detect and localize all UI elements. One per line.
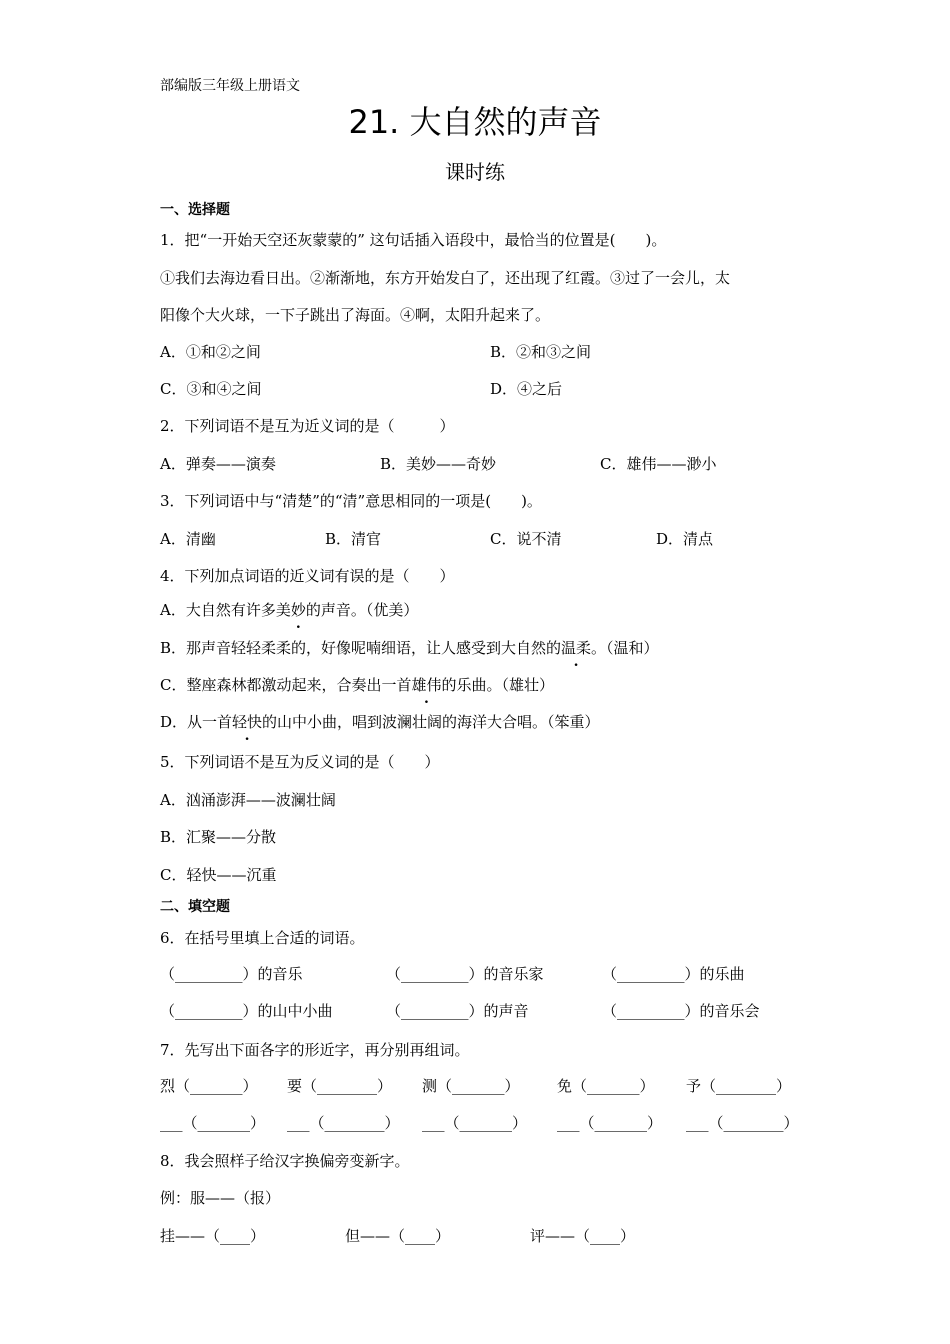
q5-stem: 5．下列词语不是互为反义词的是（ ） — [160, 753, 440, 771]
q8-blank[interactable]: 评——（____） — [530, 1227, 636, 1245]
section-fill-heading: 二、填空题 — [160, 899, 230, 915]
q3-option-b: B．清官 — [325, 530, 382, 548]
q2-option-c: C．雄伟——渺小 — [600, 455, 717, 473]
q5-option-c: C．轻快——沉重 — [160, 866, 277, 884]
q7-blank[interactable]: 要（________） — [287, 1077, 393, 1095]
q1-option-c: C．③和④之间 — [160, 380, 262, 398]
q4-option-a: A．大自然有许多美妙的声音。（优美） — [160, 601, 419, 619]
q3-option-d: D．清点 — [656, 530, 714, 548]
q5-option-b: B．汇聚——分散 — [160, 828, 277, 846]
q3-option-c: C．说不清 — [490, 530, 562, 548]
q7-blank[interactable]: 烈（_______） — [160, 1077, 258, 1095]
q4-option-b: B．那声音轻轻柔柔的，好像呢喃细语，让人感受到大自然的温柔。（温和） — [160, 639, 659, 657]
page-subtitle: 课时练 — [445, 160, 505, 184]
page-title: 21. 大自然的声音 — [348, 103, 602, 141]
q2-option-b: B．美妙——奇妙 — [380, 455, 497, 473]
q6-stem: 6．在括号里填上合适的词语。 — [160, 929, 365, 947]
q1-stem: 1．把“一开始天空还灰蒙蒙的” 这句话插入语段中，最恰当的位置是( )。 — [160, 231, 667, 249]
q2-option-a: A．弹奏——演奏 — [160, 455, 276, 473]
q5-option-a: A．汹涌澎湃——波澜壮阔 — [160, 791, 336, 809]
q4-option-c: C．整座森林都激动起来，合奏出一首雄伟的乐曲。（雄壮） — [160, 676, 555, 694]
q7-blank[interactable]: 测（_______） — [422, 1077, 520, 1095]
q4-stem: 4．下列加点词语的近义词有误的是（ ） — [160, 567, 455, 585]
emphasis-dot-word: 轻快 — [232, 713, 263, 731]
q2-stem: 2．下列词语不是互为近义词的是（ ） — [160, 417, 455, 435]
q7-stem: 7．先写出下面各字的形近字，再分别再组词。 — [160, 1041, 470, 1059]
page-header: 部编版三年级上册语文 — [160, 78, 300, 94]
q7-blank[interactable]: ___（_______） — [557, 1114, 663, 1132]
q6-blank[interactable]: （_________）的音乐 — [160, 965, 303, 983]
q8-stem: 8．我会照样子给汉字换偏旁变新字。 — [160, 1152, 410, 1170]
q7-blank[interactable]: ___（________） — [287, 1114, 400, 1132]
q6-blank[interactable]: （_________）的音乐家 — [386, 965, 544, 983]
q1-passage-line2: 阳像个大火球，一下子跳出了海面。④啊，太阳升起来了。 — [160, 306, 551, 324]
section-choice-heading: 一、选择题 — [160, 202, 230, 218]
q7-blank[interactable]: ___（_______） — [422, 1114, 528, 1132]
q7-blank[interactable]: 予（________） — [686, 1077, 792, 1095]
q4-option-d: D．从一首轻快的山中小曲，唱到波澜壮阔的海洋大合唱。（笨重） — [160, 713, 600, 731]
emphasis-dot-word: 温柔 — [561, 639, 592, 657]
q7-blank[interactable]: ___（_______） — [160, 1114, 266, 1132]
q1-option-b: B．②和③之间 — [490, 343, 592, 361]
q7-blank[interactable]: 免（_______） — [557, 1077, 655, 1095]
q1-option-a: A．①和②之间 — [160, 343, 261, 361]
q8-blank[interactable]: 挂——（____） — [160, 1227, 266, 1245]
q3-stem: 3．下列词语中与“清楚”的“清”意思相同的一项是( )。 — [160, 492, 542, 510]
q6-blank[interactable]: （_________）的乐曲 — [602, 965, 745, 983]
q3-option-a: A．清幽 — [160, 530, 216, 548]
q6-blank[interactable]: （_________）的山中小曲 — [160, 1002, 333, 1020]
emphasis-dot-word: 雄伟 — [411, 676, 442, 694]
q6-blank[interactable]: （_________）的声音 — [386, 1002, 529, 1020]
emphasis-dot-word: 妙 — [290, 601, 306, 619]
q6-blank[interactable]: （_________）的音乐会 — [602, 1002, 760, 1020]
q1-option-d: D．④之后 — [490, 380, 563, 398]
q7-blank[interactable]: ___（________） — [686, 1114, 799, 1132]
q8-blank[interactable]: 但——（____） — [345, 1227, 451, 1245]
q1-passage-line1: ①我们去海边看日出。②渐渐地，东方开始发白了，还出现了红霞。③过了一会儿，太 — [160, 269, 731, 287]
q8-example: 例：服——（报） — [160, 1189, 281, 1207]
